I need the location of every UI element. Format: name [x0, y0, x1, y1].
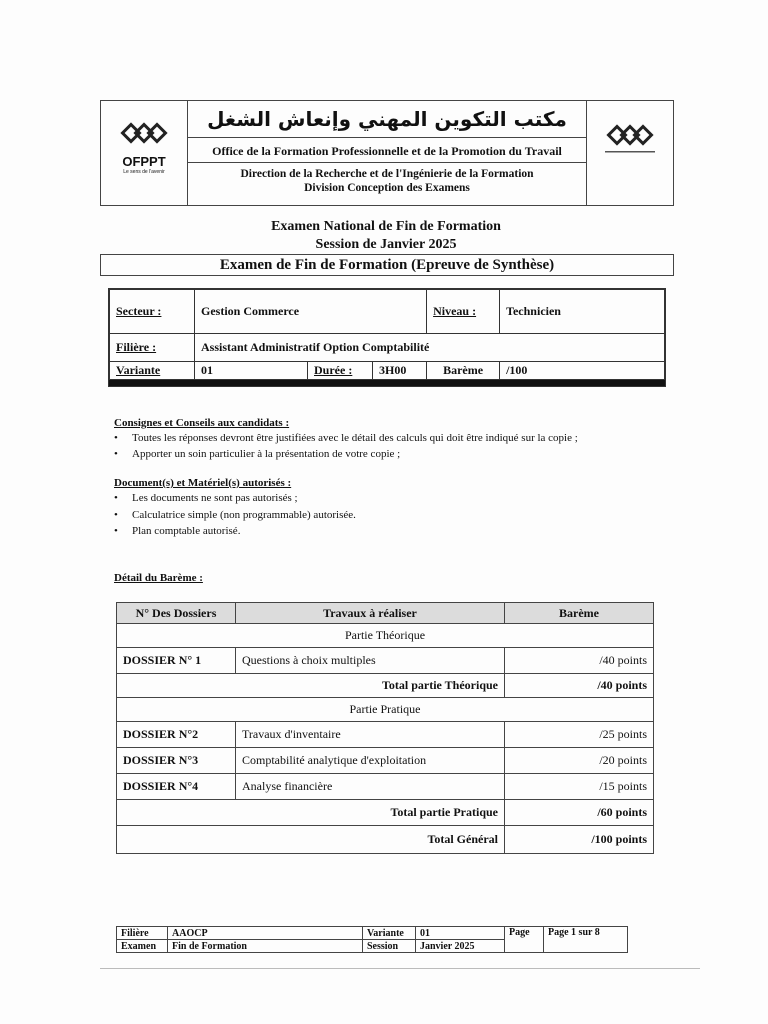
niveau-label: Niveau :	[427, 290, 500, 334]
bareme-table	[116, 602, 654, 854]
points-cell: /20 points	[505, 748, 654, 774]
synthese-title: Examen de Fin de Formation (Epreuve de Synthèse)	[100, 254, 674, 276]
ofppt-logo-icon	[587, 101, 673, 161]
consigne-item: • Toutes les réponses devront être justifiées avec le détail des calculs qui doit être indiqué sur la copie ;	[114, 432, 578, 444]
arabic-title: مكتب التكوين المهني وإنعاش الشغل	[188, 101, 586, 138]
documents-title: Document(s) et Matériel(s) autorisés :	[114, 477, 292, 489]
partie-pratique: Partie Pratique	[117, 698, 654, 722]
footer-page: Page 1 sur 8	[544, 927, 628, 953]
filiere-value: Assistant Administratif Option Comptabilité	[195, 334, 665, 362]
footer-filiere-label: Filière	[117, 927, 168, 940]
document-item: • Plan comptable autorisé.	[114, 525, 241, 537]
session-title: Session de Janvier 2025	[315, 237, 457, 252]
secteur-value: Gestion Commerce	[195, 290, 427, 334]
info-table-bottom-rule	[109, 380, 665, 386]
document-item: • Calculatrice simple (non programmable) autorisée.	[114, 509, 356, 521]
table-row	[117, 722, 654, 748]
document-text: Calculatrice simple (non programmable) autorisée.	[132, 509, 356, 521]
consigne-text: Apporter un soin particulier à la présentation de votre copie ;	[132, 448, 401, 460]
variante-value: 01	[195, 362, 308, 380]
dossier-cell: DOSSIER N°4	[117, 774, 236, 800]
total-general-points: /100 points	[505, 826, 654, 854]
footer-examen-label: Examen	[117, 940, 168, 953]
direction-name: Direction de la Recherche et de l'Ingénierie de la Formation	[240, 168, 534, 180]
document-text: Les documents ne sont pas autorisés ;	[132, 492, 298, 504]
consigne-text: Toutes les réponses devront être justifiées avec le détail des calculs qui doit être indiqué sur la copie ;	[132, 432, 578, 444]
header-dossiers: N° Des Dossiers	[117, 603, 236, 624]
total-theorique-points: /40 points	[505, 674, 654, 698]
ofppt-logo-right	[586, 101, 673, 205]
total-pratique-label: Total partie Pratique	[117, 800, 505, 826]
table-row	[117, 648, 654, 674]
header-center	[188, 101, 586, 205]
travaux-cell: Travaux d'inventaire	[236, 722, 505, 748]
secteur-label: Secteur :	[110, 290, 195, 334]
dossier-cell: DOSSIER N° 1	[117, 648, 236, 674]
header-bareme: Barème	[505, 603, 654, 624]
footer-page-label: Page	[505, 927, 544, 953]
footer-session-label: Session	[363, 940, 416, 953]
logo-text: OFPPT	[122, 154, 166, 169]
dossier-cell: DOSSIER N°2	[117, 722, 236, 748]
points-cell: /25 points	[505, 722, 654, 748]
niveau-value: Technicien	[500, 290, 665, 334]
travaux-cell: Comptabilité analytique d'exploitation	[236, 748, 505, 774]
division-name: Division Conception des Examens	[304, 182, 470, 194]
office-name: Office de la Formation Professionnelle et de la Promotion du Travail	[188, 138, 586, 163]
exam-title: Examen National de Fin de Formation	[271, 219, 501, 234]
document-item: • Les documents ne sont pas autorisés ;	[114, 492, 298, 504]
dossier-cell: DOSSIER N°3	[117, 748, 236, 774]
bareme-value: /100	[500, 362, 665, 380]
duree-value: 3H00	[373, 362, 427, 380]
table-row	[117, 748, 654, 774]
filiere-label: Filière :	[110, 334, 195, 362]
duree-label: Durée :	[308, 362, 373, 380]
footer-filiere: AAOCP	[168, 927, 363, 940]
document-text: Plan comptable autorisé.	[132, 525, 241, 537]
consigne-item: • Apporter un soin particulier à la présentation de votre copie ;	[114, 448, 401, 460]
logo-tagline: Le sens de l'avenir	[123, 169, 165, 175]
footer-session: Janvier 2025	[416, 940, 505, 953]
header-travaux: Travaux à réaliser	[236, 603, 505, 624]
ofppt-logo-left	[101, 101, 188, 205]
bareme-label: Barème	[427, 362, 500, 380]
document-header	[100, 100, 674, 206]
total-pratique-points: /60 points	[505, 800, 654, 826]
total-general-label: Total Général	[117, 826, 505, 854]
footer-examen: Fin de Formation	[168, 940, 363, 953]
points-cell: /40 points	[505, 648, 654, 674]
exam-info-table	[108, 288, 666, 387]
consignes-title: Consignes et Conseils aux candidats :	[114, 417, 290, 429]
footer-variante: 01	[416, 927, 505, 940]
table-row	[117, 774, 654, 800]
points-cell: /15 points	[505, 774, 654, 800]
total-theorique-label: Total partie Théorique	[117, 674, 505, 698]
variante-label: Variante	[110, 362, 195, 380]
partie-theorique: Partie Théorique	[117, 624, 654, 648]
footer-table	[116, 926, 628, 953]
travaux-cell: Questions à choix multiples	[236, 648, 505, 674]
travaux-cell: Analyse financière	[236, 774, 505, 800]
footer-rule	[100, 968, 700, 969]
footer-variante-label: Variante	[363, 927, 416, 940]
bareme-title: Détail du Barème :	[114, 572, 203, 584]
